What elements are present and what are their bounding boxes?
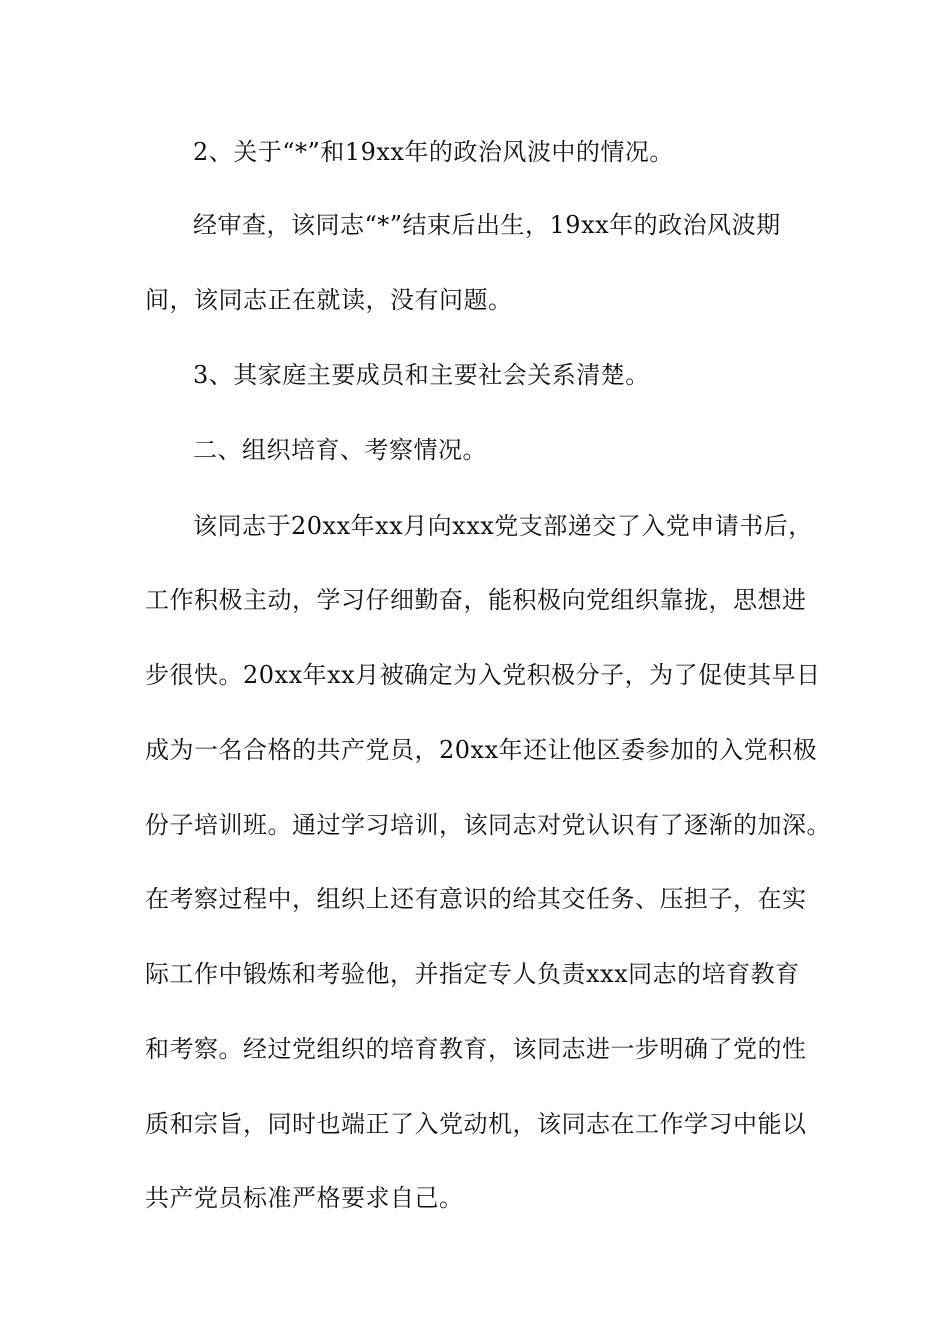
paragraph-line: 共产党员标准严格要求自己。: [145, 1184, 464, 1212]
paragraph-line: 经审查，该同志“*”结束后出生，19xx年的政治风波期: [193, 211, 781, 239]
paragraph-line: 2、关于“*”和19xx年的政治风波中的情况。: [193, 138, 674, 166]
paragraph-line: 该同志于20xx年xx月向xxx党支部递交了入党申请书后，: [193, 512, 813, 540]
paragraph-line: 步很快。20xx年xx月被确定为入党积极分子，为了促使其早日: [145, 661, 821, 689]
section-heading: 二、组织培育、考察情况。: [193, 436, 487, 464]
paragraph-line: 质和宗旨，同时也端正了入党动机，该同志在工作学习中能以: [145, 1110, 807, 1138]
paragraph-line: 间，该同志正在就读，没有问题。: [145, 286, 513, 314]
paragraph-line: 成为一名合格的共产党员，20xx年还让他区委参加的入党积极: [145, 736, 818, 764]
paragraph-line: 份子培训班。通过学习培训，该同志对党认识有了逐渐的加深。: [145, 811, 831, 839]
paragraph-line: 工作积极主动，学习仔细勤奋，能积极向党组织靠拢，思想进: [145, 586, 807, 614]
paragraph-line: 在考察过程中，组织上还有意识的给其交任务、压担子，在实: [145, 885, 807, 913]
paragraph-line: 和考察。经过党组织的培育教育，该同志进一步明确了党的性: [145, 1035, 807, 1063]
paragraph-line: 际工作中锻炼和考验他，并指定专人负责xxx同志的培育教育: [145, 960, 800, 988]
paragraph-line: 3、其家庭主要成员和主要社会关系清楚。: [193, 361, 650, 389]
